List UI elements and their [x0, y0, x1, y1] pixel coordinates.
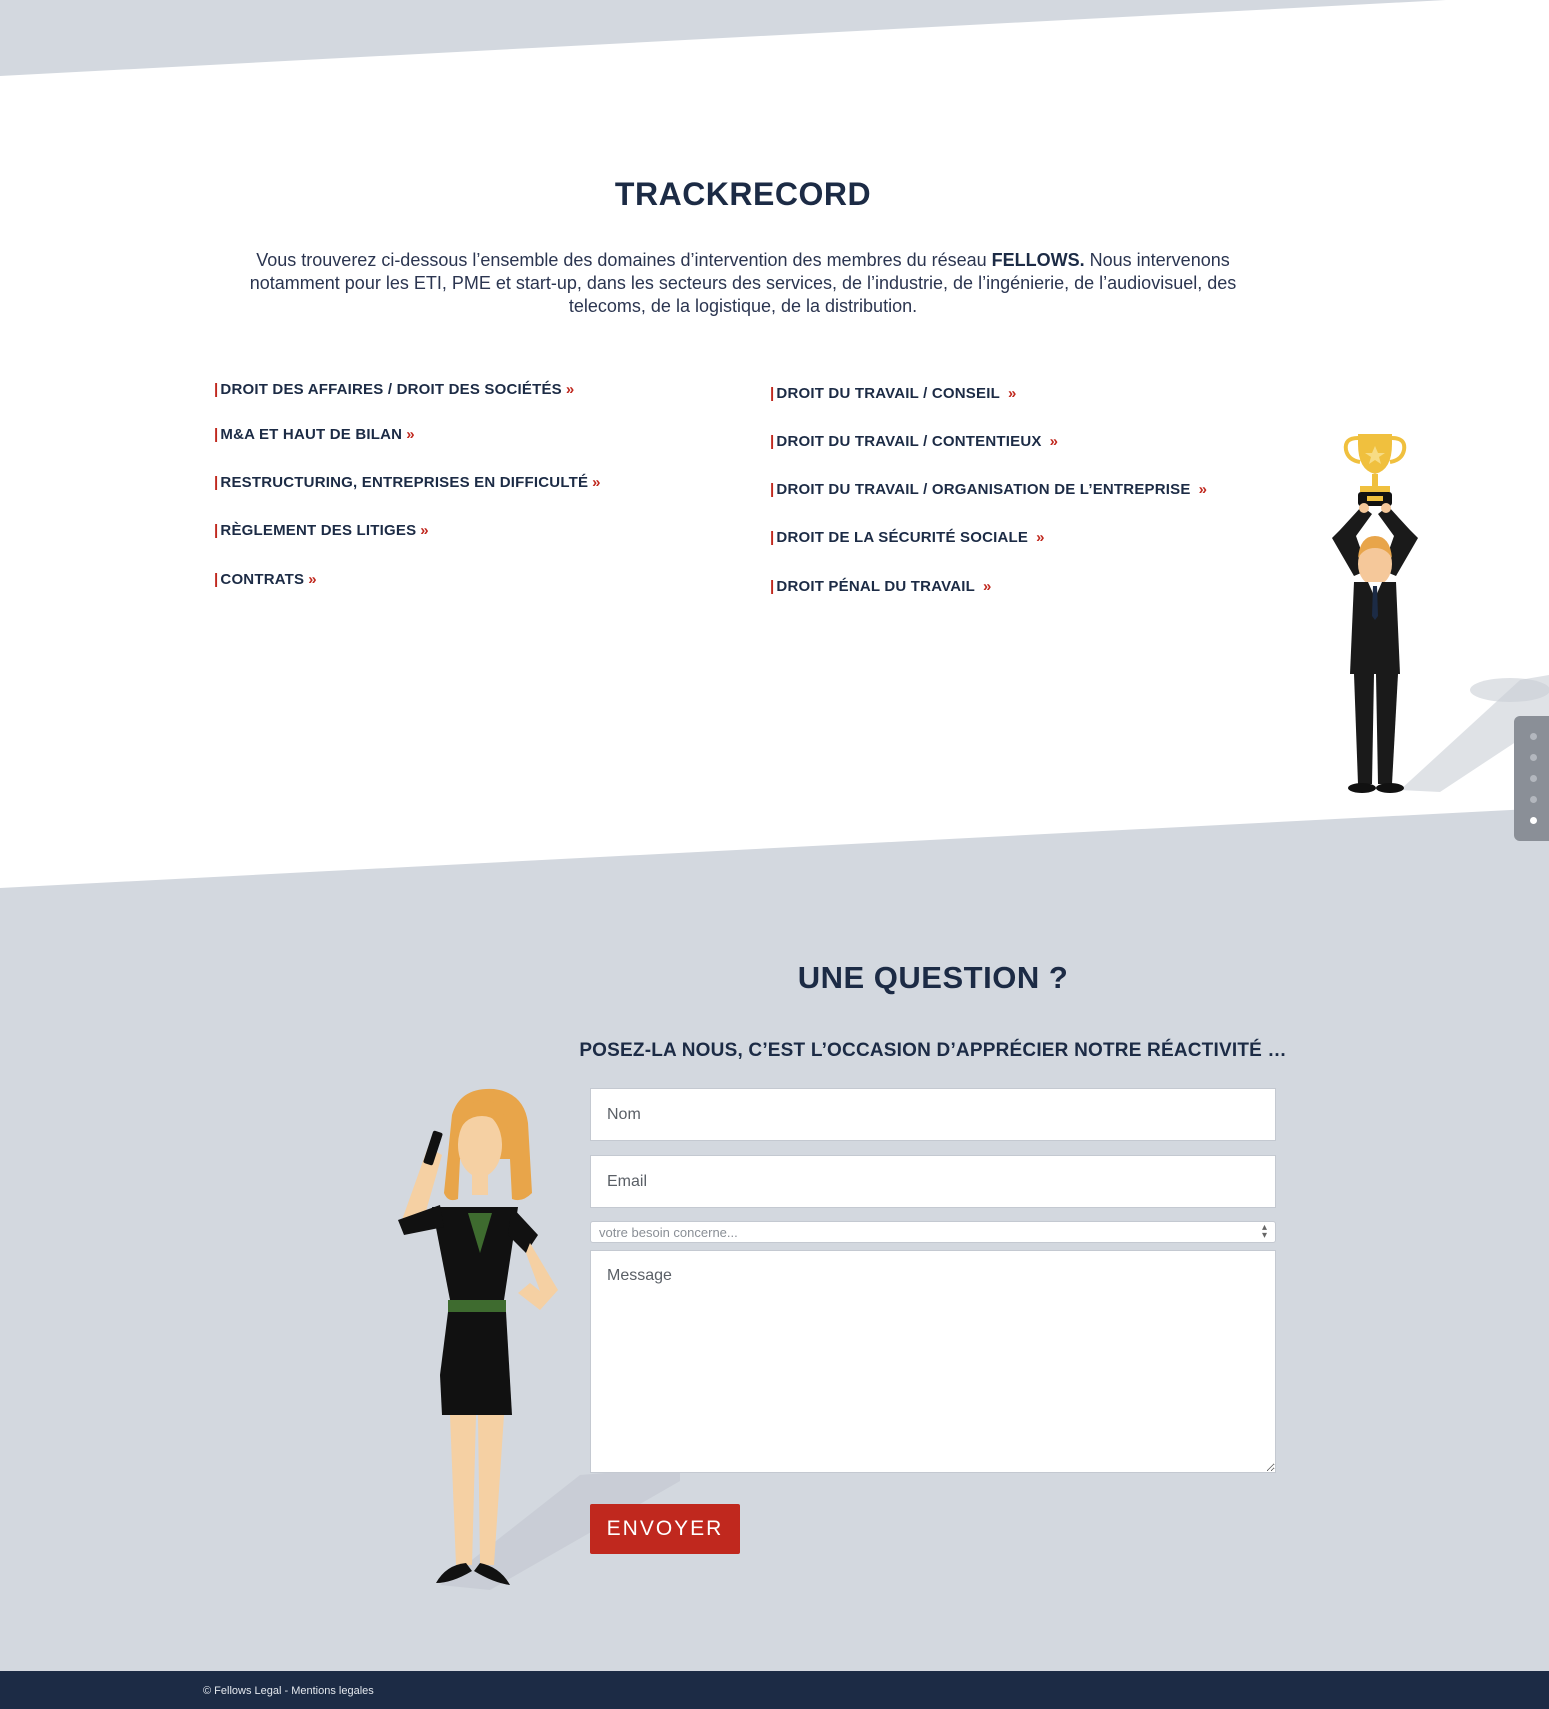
- link-label: CONTRATS: [220, 571, 305, 588]
- copyright-text: © Fellows Legal -: [203, 1685, 292, 1697]
- bar-icon: |: [214, 522, 219, 539]
- trackrecord-title: TRACKRECORD: [614, 176, 872, 212]
- footer-copyright: [203, 1685, 374, 1697]
- link-ma-haut-de-bilan[interactable]: [214, 426, 415, 443]
- nav-dot-4[interactable]: [1530, 796, 1537, 803]
- link-label: DROIT DE LA SÉCURITÉ SOCIALE: [776, 529, 1029, 546]
- link-contrats[interactable]: [214, 571, 317, 588]
- link-label: DROIT DU TRAVAIL / ORGANISATION DE L’ENTREPRISE: [776, 481, 1191, 498]
- chevron-right-icon: »: [1198, 481, 1208, 498]
- bar-icon: |: [770, 385, 775, 402]
- message-textarea[interactable]: [590, 1250, 1276, 1473]
- side-section-nav: [1514, 716, 1549, 841]
- intro-text-end: Nous intervenons notamment pour les ETI, PME et start-up, dans les secteurs des services, de l’industrie, de l’ingénierie, de l’audiovisuel, des telecoms, de la logistique, de la distribution.: [249, 250, 1237, 316]
- nav-dot-5-active[interactable]: [1530, 817, 1537, 824]
- link-restructuring[interactable]: [214, 474, 601, 491]
- bar-icon: |: [770, 529, 775, 546]
- chevron-right-icon: »: [592, 474, 601, 491]
- chevron-right-icon: »: [1049, 433, 1059, 450]
- chevron-right-icon: »: [1007, 385, 1017, 402]
- link-travail-conseil[interactable]: [770, 385, 1017, 402]
- link-travail-contentieux[interactable]: [770, 433, 1058, 450]
- chevron-right-icon: »: [982, 578, 992, 595]
- link-label: DROIT DU TRAVAIL / CONSEIL: [776, 385, 1000, 402]
- nav-dot-2[interactable]: [1530, 754, 1537, 761]
- chevron-right-icon: »: [565, 381, 575, 398]
- updown-arrows-icon: ▴ ▾: [1261, 1222, 1267, 1241]
- email-input[interactable]: [590, 1155, 1276, 1208]
- link-travail-organisation[interactable]: [770, 481, 1207, 498]
- top-gray-band: [0, 0, 1446, 76]
- trackrecord-intro: [222, 249, 1264, 318]
- chevron-right-icon: »: [308, 571, 317, 588]
- link-securite-sociale[interactable]: [770, 529, 1045, 546]
- link-label: DROIT DU TRAVAIL / CONTENTIEUX: [776, 433, 1042, 450]
- need-select[interactable]: [590, 1221, 1276, 1243]
- link-label: M&A ET HAUT DE BILAN: [220, 426, 403, 443]
- link-penal-du-travail[interactable]: [770, 578, 992, 595]
- link-label: RESTRUCTURING, ENTREPRISES EN DIFFICULTÉ: [220, 474, 589, 491]
- bar-icon: |: [770, 433, 775, 450]
- link-label: DROIT DES AFFAIRES / DROIT DES SOCIÉTÉS: [220, 381, 562, 398]
- intro-brand: FELLOWS.: [991, 250, 1085, 270]
- link-label: DROIT PÉNAL DU TRAVAIL: [776, 578, 975, 595]
- legal-notice-link[interactable]: Mentions legales: [291, 1685, 374, 1697]
- bar-icon: |: [214, 381, 219, 398]
- contact-title: UNE QUESTION ?: [797, 960, 1069, 995]
- bar-icon: |: [214, 426, 219, 443]
- link-reglement-des-litiges[interactable]: [214, 522, 429, 539]
- bar-icon: |: [770, 578, 775, 595]
- need-select-value: votre besoin concerne...: [599, 1224, 738, 1240]
- bar-icon: |: [770, 481, 775, 498]
- chevron-right-icon: »: [420, 522, 429, 539]
- footer: [0, 1671, 1549, 1709]
- chevron-right-icon: »: [406, 426, 415, 443]
- name-input[interactable]: [590, 1088, 1276, 1141]
- bar-icon: |: [214, 474, 219, 491]
- chevron-right-icon: »: [1036, 529, 1045, 546]
- nav-dot-1[interactable]: [1530, 733, 1537, 740]
- contact-subtitle: POSEZ-LA NOUS, C’EST L’OCCASION D’APPRÉCIER NOTRE RÉACTIVITÉ …: [579, 1040, 1287, 1061]
- intro-text-start: Vous trouverez ci-dessous l’ensemble des domaines d’intervention des membres du réseau: [256, 250, 992, 270]
- nav-dot-3[interactable]: [1530, 775, 1537, 782]
- send-button[interactable]: ENVOYER: [590, 1504, 740, 1554]
- bar-icon: |: [214, 571, 219, 588]
- link-label: RÈGLEMENT DES LITIGES: [220, 522, 417, 539]
- link-droit-des-affaires[interactable]: [214, 381, 574, 398]
